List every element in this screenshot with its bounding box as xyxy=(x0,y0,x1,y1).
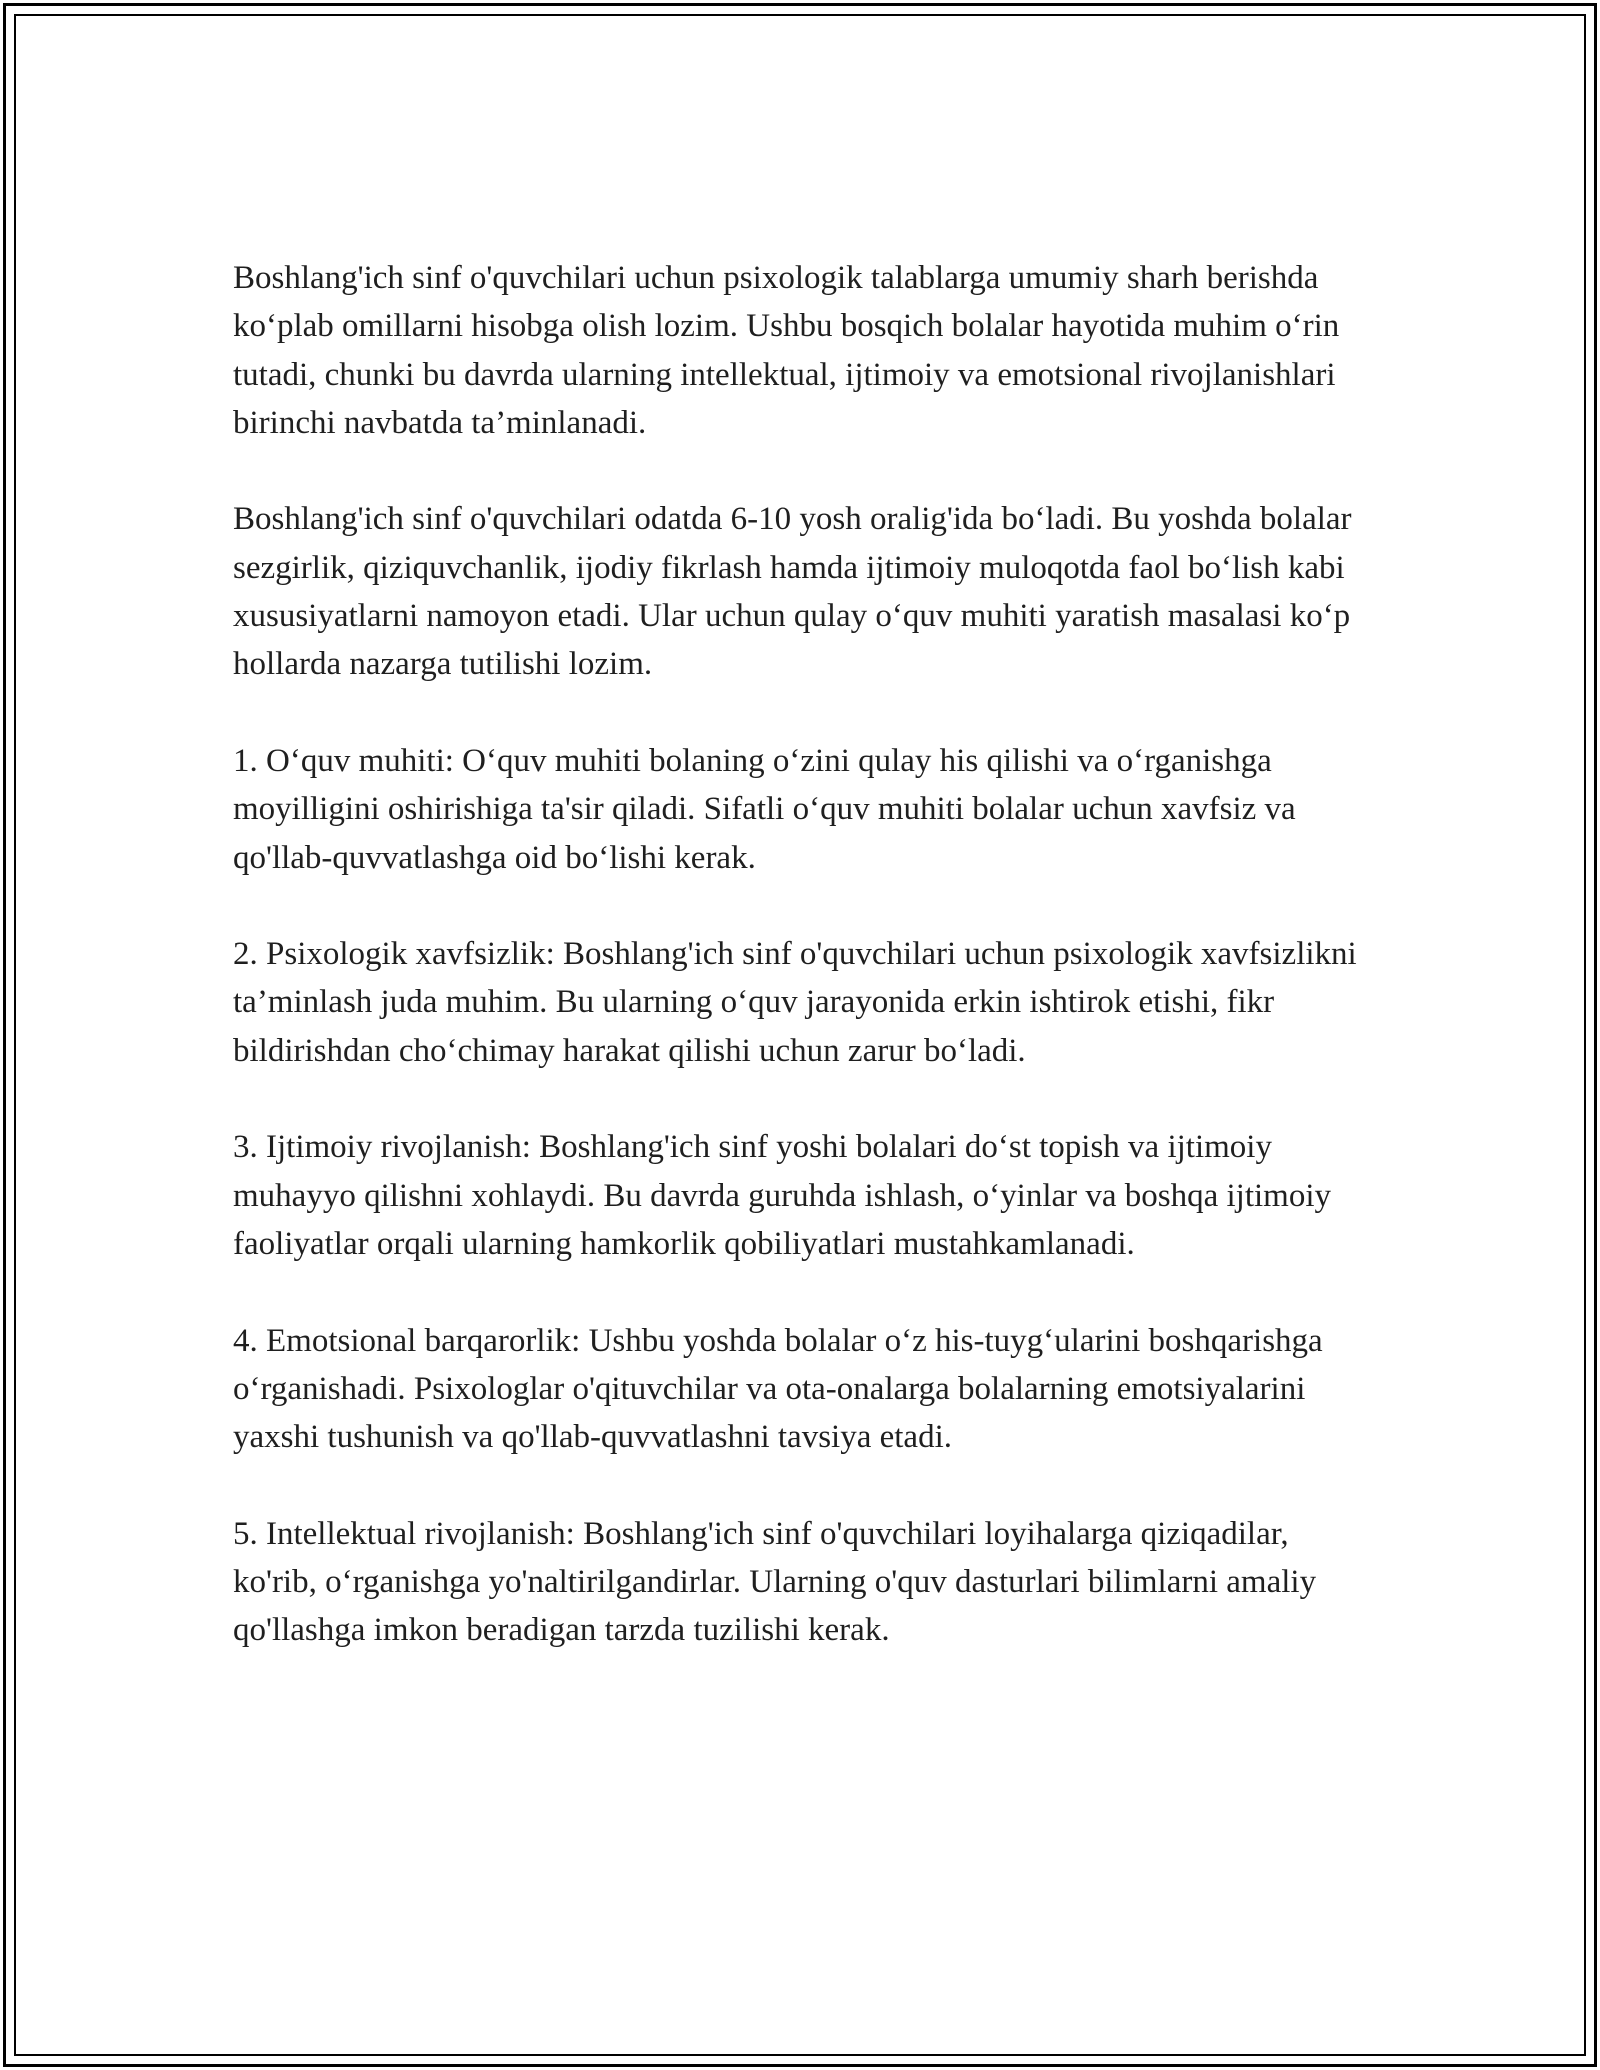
point-social-development: 3. Ijtimoiy rivojlanish: Boshlang'ich sinf yoshi bolalari do‘st topish va ijtimoiy muhayyo qilishni xohlaydi. Bu davrda guruhda ishlash, o‘yinlar va boshqa ijtimoiy faoliyatlar orqali ularning hamkorlik qobiliyatlari mustahkamlanadi. xyxy=(233,1129,1332,1262)
point-emotional-stability: 4. Emotsional barqarorlik: Ushbu yoshda bolalar o‘z his-tuyg‘ularini boshqarishga o‘rganishadi. Psixologlar o'qituvchilar va ota-onalarga bolalarning emotsiyalarini yaxshi tushunish va qo'llab-quvvatlashni tavsiya etadi. xyxy=(233,1322,1323,1456)
document-body xyxy=(233,254,1363,1655)
age-paragraph: Boshlang'ich sinf o'quvchilari odatda 6-10 yosh oralig'ida bo‘ladi. Bu yoshda bolalar sezgirlik, qiziquvchanlik, ijodiy fikrlash hamda ijtimoiy muloqotda faol bo‘lish kabi xususiyatlarni namoyon etadi. Ular uchun qulay o‘quv muhiti yaratish masalasi ko‘p hollarda nazarga tutilishi lozim. xyxy=(233,501,1352,683)
point-psychological-safety: 2. Psixologik xavfsizlik: Boshlang'ich sinf o'quvchilari uchun psixologik xavfsizlikni ta’minlash juda muhim. Bu ularning o‘quv jarayonida erkin ishtirok etishi, fikr bildirishdan cho‘chimay harakat qilishi uchun zarur bo‘ladi. xyxy=(233,936,1357,1069)
point-intellectual-development: 5. Intellektual rivojlanish: Boshlang'ich sinf o'quvchilari loyihalarga qiziqadilar, ko'rib, o‘rganishga yo'naltirilgandirlar. Ularning o'quv dasturlari bilimlarni amaliy qo'llashga imkon beradigan tarzda tuzilishi kerak. xyxy=(233,1515,1317,1649)
intro-paragraph: Boshlang'ich sinf o'quvchilari uchun psixologik talablarga umumiy sharh berishda ko‘plab omillarni hisobga olish lozim. Ushbu bosqich bolalar hayotida muhim o‘rin tutadi, chunki bu davrda ularning intellektual, ijtimoiy va emotsional rivojlanishlari birinchi navbatda ta’minlanadi. xyxy=(233,260,1340,441)
point-learning-environment: 1. O‘quv muhiti: O‘quv muhiti bolaning o‘zini qulay his qilishi va o‘rganishga moyilligini oshirishiga ta'sir qiladi. Sifatli o‘quv muhiti bolalar uchun xavfsiz va qo'llab-quvvatlashga oid bo‘lishi kerak. xyxy=(233,742,1296,876)
